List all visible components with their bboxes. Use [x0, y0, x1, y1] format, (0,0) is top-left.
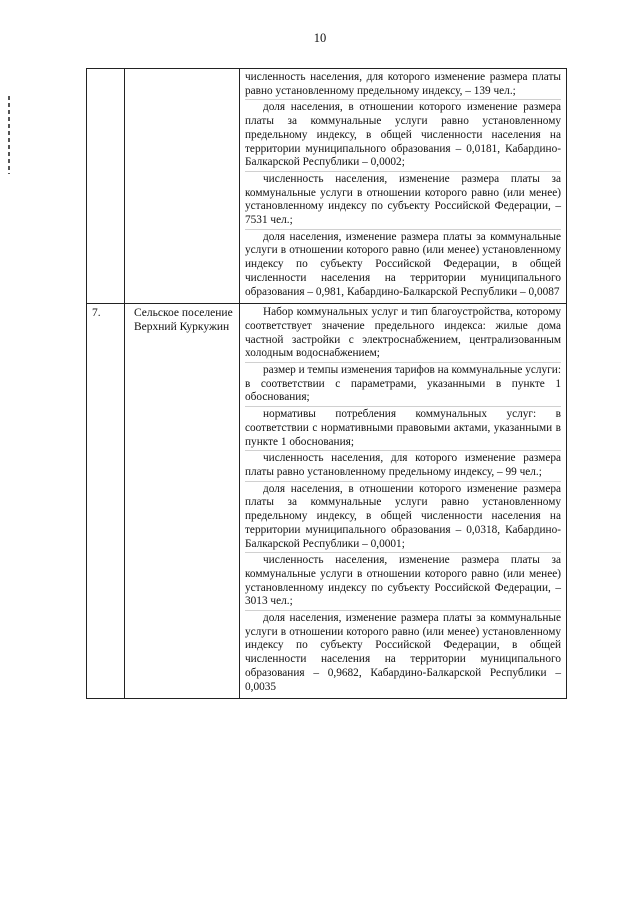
- table-row: [87, 304, 567, 699]
- description-paragraph: доля населения, изменение размера платы за коммунальные услуги в отношении которого равно (или менее) установленному индексу по субъекту Российской Федерации, в общей численности населения на территории муниципального образования – 0,9682, Кабардино-Балкарской Республики – 0,0035: [245, 612, 561, 693]
- description-paragraph: размер и темпы изменения тарифов на коммунальные услуги: в соответствии с параметрами, указанными в пункте 1 обоснования;: [245, 364, 561, 404]
- description-paragraph: доля населения, изменение размера платы за коммунальные услуги в отношении которого равно (или менее) установленному индексу по субъекту Российской Федерации, в общей численности населения на территории муниципального образования – 0,981, Кабардино-Балкарской Республики – 0,0087: [245, 230, 561, 298]
- document-table: [86, 68, 567, 699]
- description-paragraph: численность населения, для которого изменение размера платы равно установленному предельному индексу, – 139 чел.;: [245, 71, 561, 97]
- row-number-cell: [87, 69, 125, 304]
- description-paragraph: доля населения, в отношении которого изменение размера платы за коммунальные услуги равно установленному предельному индексу, в общей численности населения на территории муниципального образования – 0,0181, Кабардино-Балкарской Республики – 0,0002;: [245, 101, 561, 169]
- settlement-cell: [125, 69, 240, 304]
- description-paragraph: численность населения, изменение размера платы за коммунальные услуги в отношении которого равно (или менее) установленному индексу по субъекту Российской Федерации, – 7531 чел.;: [245, 172, 561, 227]
- margin-scan-mark: [8, 96, 10, 174]
- description-paragraph: нормативы потребления коммунальных услуг: в соответствии с нормативными правовыми актами, указанными в пункте 1 обоснования;: [245, 408, 561, 448]
- page-number: 10: [313, 31, 327, 45]
- description-paragraph: Набор коммунальных услуг и тип благоустройства, которому соответствует значение предельного индекса: жилые дома частной застройки с электроснабжением, централизованным холодным водоснабжением;: [245, 306, 561, 360]
- description-cell: [240, 69, 567, 304]
- settlement-cell: Сельское поселение Верхний Куркужин: [125, 304, 240, 699]
- table-row: [87, 69, 567, 304]
- description-paragraph: численность населения, изменение размера платы за коммунальные услуги в отношении которого равно (или менее) установленному индексу по субъекту Российской Федерации, – 3013 чел.;: [245, 554, 561, 608]
- description-cell: [240, 304, 567, 699]
- description-paragraph: доля населения, в отношении которого изменение размера платы за коммунальные услуги равно установленному предельному индексу, в общей численности населения на территории муниципального образования – 0,0318, Кабардино-Балкарской Республики – 0,0001;: [245, 482, 561, 550]
- row-number-cell: 7.: [87, 304, 125, 699]
- description-paragraph: численность населения, для которого изменение размера платы равно установленному предельному индексу, – 99 чел.;: [245, 452, 561, 478]
